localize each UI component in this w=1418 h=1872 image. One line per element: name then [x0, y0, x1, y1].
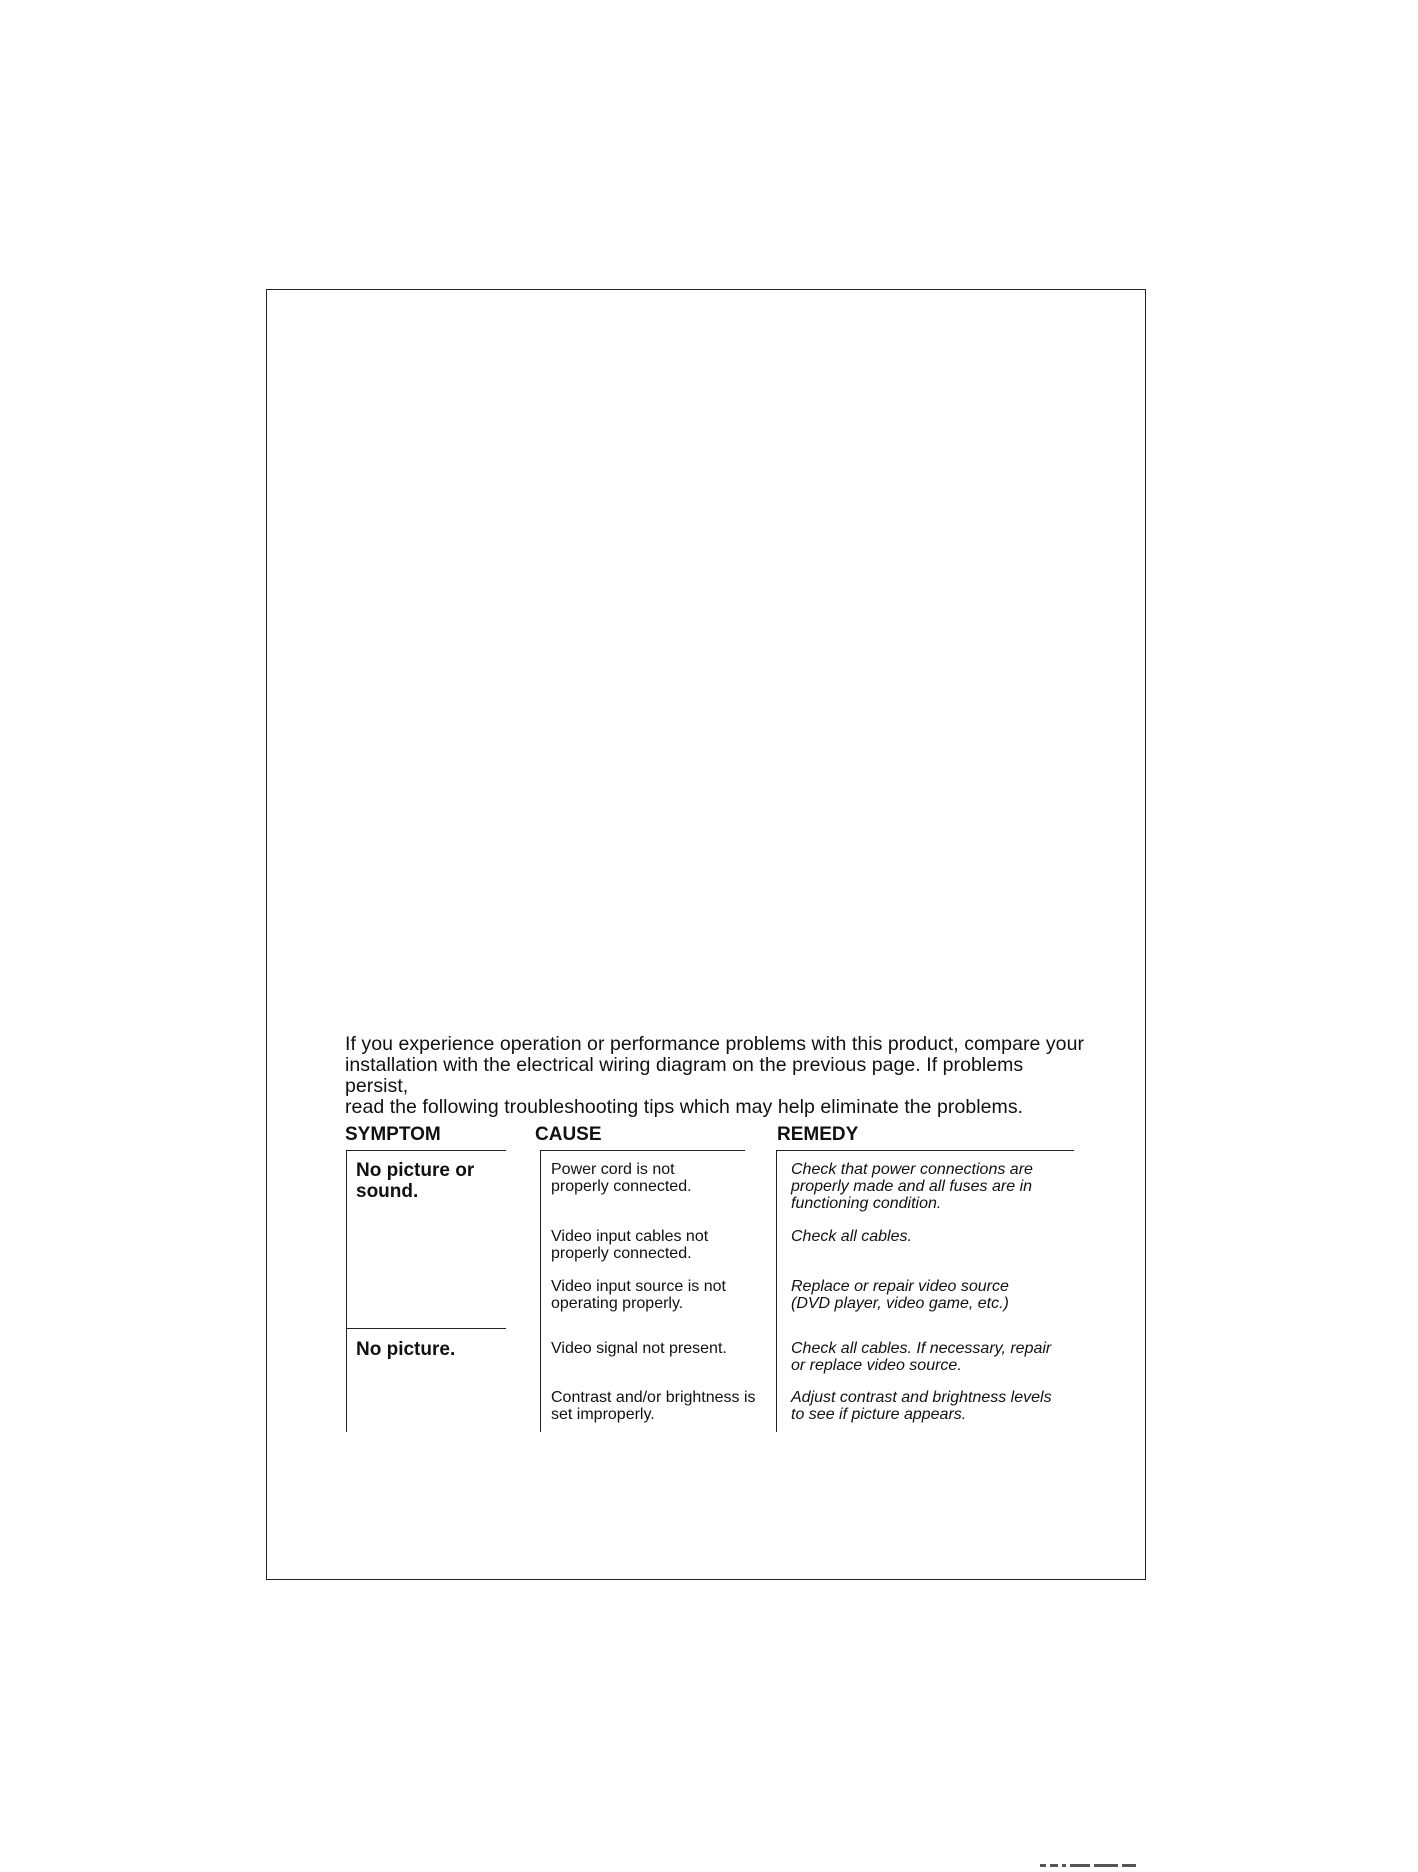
remedy-text: Adjust contrast and brightness levels to see if picture appears. [791, 1389, 1052, 1423]
cause-text: Video input cables not properly connected. [551, 1228, 709, 1262]
remedy-text: Replace or repair video source (DVD player, video game, etc.) [791, 1278, 1009, 1312]
symptom-column-rule [346, 1150, 347, 1432]
cause-column-rule [540, 1150, 541, 1432]
remedy-header-rule [776, 1150, 1074, 1151]
cause-text: Contrast and/or brightness is set improperly. [551, 1389, 756, 1423]
cause-header-rule [540, 1150, 745, 1151]
symptom-column-header: SYMPTOM [345, 1124, 441, 1145]
remedy-column-header: REMEDY [777, 1124, 859, 1145]
intro-paragraph: If you experience operation or performance problems with this product, compare your installation with the electrical wiring diagram on the previous page. If problems persist, read the following troubleshooting tips which may help eliminate the problems. [345, 1033, 1085, 1118]
remedy-column-rule [776, 1150, 777, 1432]
cause-column-header: CAUSE [535, 1124, 602, 1145]
cause-text: Power cord is not properly connected. [551, 1161, 692, 1195]
page-frame [266, 289, 1146, 1580]
cause-text: Video signal not present. [551, 1340, 727, 1357]
remedy-text: Check all cables. [791, 1228, 912, 1245]
footer-scan-marks [1040, 1864, 1160, 1870]
cause-text: Video input source is not operating properly. [551, 1278, 726, 1312]
symptom-header-rule [346, 1150, 506, 1151]
symptom-group-separator [346, 1328, 506, 1329]
symptom-no-picture-or-sound: No picture or sound. [356, 1160, 475, 1202]
remedy-text: Check all cables. If necessary, repair or replace video source. [791, 1340, 1052, 1374]
remedy-text: Check that power connections are properly made and all fuses are in functioning condition. [791, 1161, 1033, 1212]
symptom-no-picture: No picture. [356, 1339, 456, 1360]
